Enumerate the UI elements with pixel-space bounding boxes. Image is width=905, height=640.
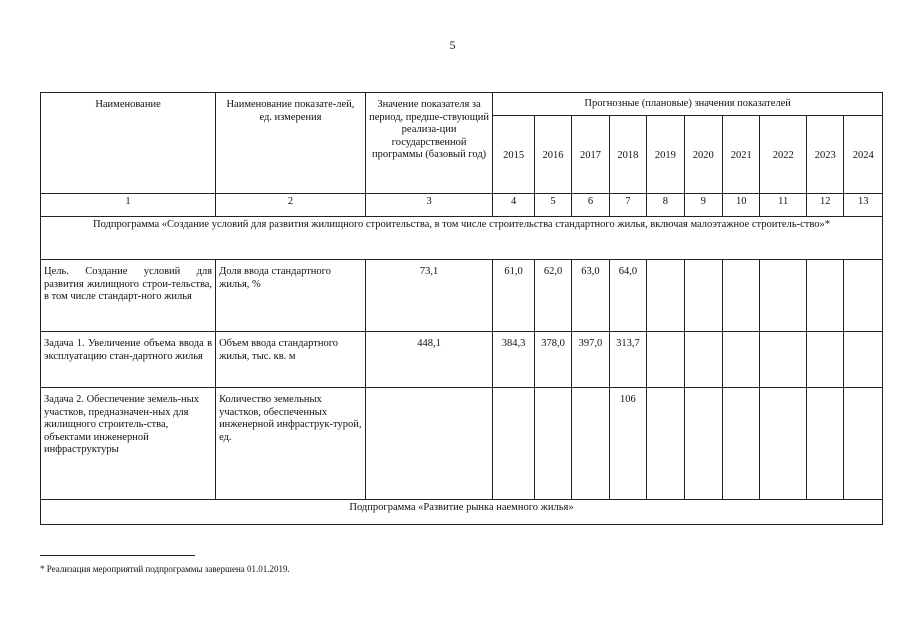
- value-cell: [807, 260, 844, 332]
- value-cell: [844, 260, 883, 332]
- index-cell: 4: [493, 194, 534, 217]
- index-cell: 7: [609, 194, 646, 217]
- indicators-table: [40, 92, 883, 525]
- value-cell: [684, 332, 722, 388]
- footnote: * Реализация мероприятий подпрограммы завершена 01.01.2019.: [40, 564, 290, 574]
- value-cell: 384,3: [493, 332, 534, 388]
- value-cell: [647, 260, 684, 332]
- row-base-value: 448,1: [365, 332, 493, 388]
- row-indicator: Количество земельных участков, обеспеченных инженерной инфраструк-турой, ед.: [216, 388, 366, 500]
- header-name: Наименование: [41, 93, 216, 194]
- value-cell: [760, 332, 807, 388]
- index-row: [41, 194, 883, 217]
- row-base-value: [365, 388, 493, 500]
- value-cell: 62,0: [534, 260, 571, 332]
- row-name: Задача 1. Увеличение объема ввода в эксплуатацию стан-дартного жилья: [41, 332, 216, 388]
- table-row: [41, 332, 883, 388]
- row-base-value: 73,1: [365, 260, 493, 332]
- index-cell: 3: [365, 194, 493, 217]
- subprogram-row: [41, 217, 883, 260]
- value-cell: [807, 388, 844, 500]
- value-cell: 313,7: [609, 332, 646, 388]
- year-cell: 2016: [534, 116, 571, 194]
- index-cell: 13: [844, 194, 883, 217]
- value-cell: [760, 388, 807, 500]
- value-cell: 397,0: [572, 332, 609, 388]
- index-cell: 9: [684, 194, 722, 217]
- year-cell: 2023: [807, 116, 844, 194]
- index-cell: 12: [807, 194, 844, 217]
- row-name: Цель. Создание условий для развития жилищного строи-тельства, в том числе стандарт-ного жилья: [41, 260, 216, 332]
- row-name: Задача 2. Обеспечение земель-ных участков, предназначен-ных для жилищного строитель-ства, объектами инженерной инфраструктуры: [41, 388, 216, 500]
- value-cell: [647, 332, 684, 388]
- value-cell: 378,0: [534, 332, 571, 388]
- year-cell: 2024: [844, 116, 883, 194]
- value-cell: [844, 332, 883, 388]
- value-cell: [572, 388, 609, 500]
- year-cell: 2018: [609, 116, 646, 194]
- index-cell: 1: [41, 194, 216, 217]
- index-cell: 6: [572, 194, 609, 217]
- value-cell: [684, 388, 722, 500]
- value-cell: [493, 388, 534, 500]
- year-cell: 2022: [760, 116, 807, 194]
- value-cell: [723, 260, 760, 332]
- table-row: [41, 388, 883, 500]
- index-cell: 2: [216, 194, 366, 217]
- footnote-divider: [40, 555, 195, 556]
- index-cell: 5: [534, 194, 571, 217]
- table-row: [41, 260, 883, 332]
- header-indicator: Наименование показате-лей, ед. измерения: [216, 93, 366, 194]
- index-cell: 11: [760, 194, 807, 217]
- value-cell: [723, 332, 760, 388]
- value-cell: [647, 388, 684, 500]
- row-indicator: Доля ввода стандартного жилья, %: [216, 260, 366, 332]
- year-cell: 2015: [493, 116, 534, 194]
- year-cell: 2020: [684, 116, 722, 194]
- value-cell: [534, 388, 571, 500]
- header-forecast: Прогнозные (плановые) значения показателей: [493, 93, 883, 116]
- value-cell: [723, 388, 760, 500]
- year-cell: 2019: [647, 116, 684, 194]
- value-cell: [684, 260, 722, 332]
- value-cell: 61,0: [493, 260, 534, 332]
- index-cell: 10: [723, 194, 760, 217]
- year-cell: 2017: [572, 116, 609, 194]
- page-number: 5: [449, 38, 456, 52]
- index-cell: 8: [647, 194, 684, 217]
- value-cell: [807, 332, 844, 388]
- subprogram-title: Подпрограмма «Создание условий для развития жилищного строительства, в том числе строительства стандартного жилья, включая малоэтажное строитель-ство»*: [41, 217, 883, 260]
- value-cell: 63,0: [572, 260, 609, 332]
- header-row: [41, 93, 883, 116]
- row-indicator: Объем ввода стандартного жилья, тыс. кв. м: [216, 332, 366, 388]
- value-cell: 106: [609, 388, 646, 500]
- value-cell: 64,0: [609, 260, 646, 332]
- subprogram-row: [41, 500, 883, 525]
- subprogram-title: Подпрограмма «Развитие рынка наемного жилья»: [41, 500, 883, 525]
- header-base-value: Значение показателя за период, предше-ствующий реализа-ции государственной программы (базовый год): [365, 93, 493, 194]
- year-cell: 2021: [723, 116, 760, 194]
- value-cell: [760, 260, 807, 332]
- value-cell: [844, 388, 883, 500]
